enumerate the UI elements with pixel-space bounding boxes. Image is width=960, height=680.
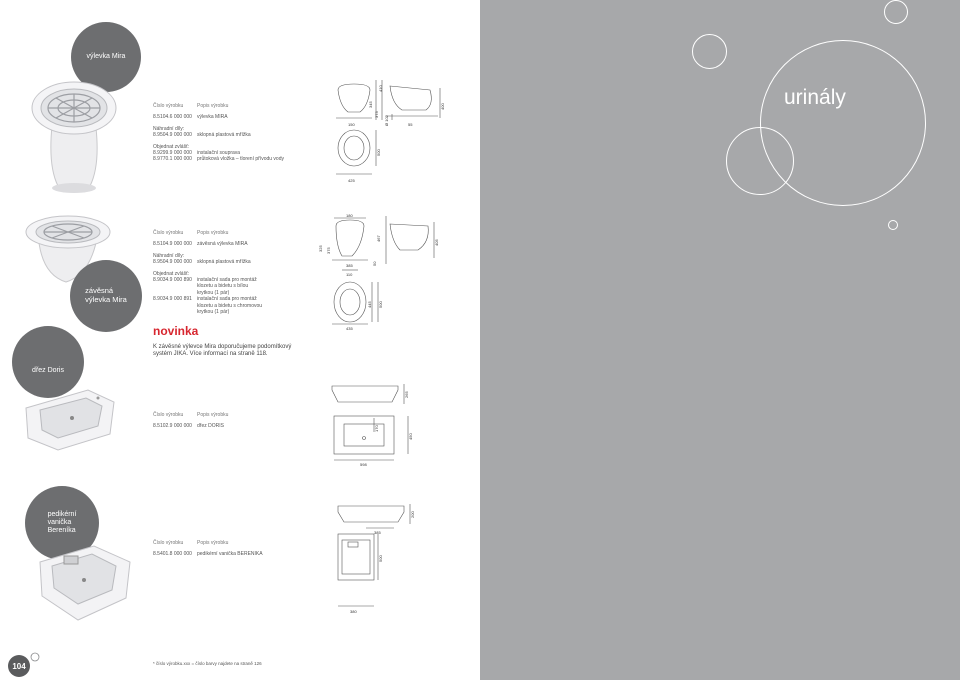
dim-label: 345 [368, 101, 373, 108]
table-row: 8.5102.9 000 000 dřez DORIS [153, 423, 224, 430]
dim-label: 445 [367, 301, 372, 308]
table-row: 8.5104.9 000 000 závěsná výlevka MIRA [153, 241, 248, 248]
section-badge-doris: dřez Doris [12, 326, 84, 398]
berenika-product-table: Číslo výrobku Popis výrobku 8.5401.8 000 000 pedikérní vanička BERENIKA [153, 540, 263, 558]
table-row: 8.9504.9 000 000 sklopná plastová mřížka [153, 132, 251, 139]
table-row: 8.5104.6 000 000 výlevka MIRA [153, 114, 228, 121]
section-badge-mira-hanging: závěsná výlevka Mira [70, 260, 142, 332]
table-row: 8.9299.9 000 000 instalační souprava [153, 150, 241, 157]
mira-hanging-product-table: Číslo výrobku Popis výrobku 8.5104.9 000 000 závěsná výlevka MIRA Náhradní díly: 8.9504.9 000 000 sklopná plastová mřížka Objednat zvlášť: 8.9034.9 000 890 instalační sada pro montáž klozetu a bidetu s bílou krytkou (1 pár) 8.9034.9 000 891 instalační sada pro montáž klozetu a bidetu s chromovou krytkou (1 pár) [153, 230, 263, 316]
dim-label: 500 [378, 555, 383, 562]
mira-product-table: Číslo výrobku Popis výrobku 8.5104.6 000 000 výlevka MIRA Náhradní díly: 8.9504.9 000 000 sklopná plastová mřížka Objednat zvlášť: 8.9299.9 000 000 instalační souprava 8.9770.1 000 000 průtoková vložka – tlorení přívodu vody [153, 103, 284, 163]
dim-label: 180 [346, 213, 353, 218]
decorative-ring [884, 0, 908, 24]
dim-label: 425 [348, 178, 355, 183]
dim-label: 500 [378, 301, 383, 308]
berenika-drawing [330, 500, 430, 620]
dim-label: 598 [360, 462, 367, 466]
dim-label: 375 [326, 247, 331, 254]
dim-label: 373 [374, 111, 379, 118]
footnote: * číslo výrobku.xxx = číslo barvy najdete na straně 126 [153, 661, 262, 666]
section-badge-berenika: pedikérní vanička Bereníka [25, 486, 99, 560]
doris-drawing [322, 380, 432, 466]
doris-product-table: Číslo výrobku Popis výrobku 8.5102.9 000 000 dřez DORIS [153, 412, 229, 430]
dim-label: 265 [404, 391, 409, 398]
decorative-ring [692, 34, 727, 69]
dim-label: 385 [374, 530, 381, 535]
decorative-ring [726, 127, 794, 195]
mira-photo [20, 66, 120, 201]
mira-drawing [330, 80, 450, 190]
table-row: 8.9034.9 000 891 instalační sada pro montáž [153, 296, 257, 303]
right-page [480, 0, 960, 680]
dim-label: 450 [408, 433, 413, 440]
decorative-ring [888, 220, 898, 230]
dim-label: 150 [348, 122, 355, 127]
dim-label: 380 [350, 609, 357, 614]
table-row: 8.9770.1 000 000 průtoková vložka – tlorení přívodu vody [153, 156, 284, 163]
berenika-photo [34, 540, 134, 631]
dim-label: 435 [346, 326, 353, 330]
dim-label: 410 [378, 85, 383, 92]
dim-label: 405 [434, 239, 439, 246]
dim-label: 500 [376, 149, 381, 156]
section-badge-mira: výlevka Mira [71, 22, 141, 92]
dim-label: 325 [318, 245, 323, 252]
dim-label: 110 [346, 272, 353, 277]
right-page-title: urinály [784, 86, 846, 109]
dim-label: 170 [374, 425, 379, 432]
dim-label: 55 [408, 122, 413, 127]
dim-label: 400 [440, 103, 445, 110]
dim-label: 50 [372, 261, 377, 266]
dim-label: Ø 102 [384, 115, 389, 126]
table-row: 8.5401.8 000 000 pedikérní vanička BERENIKA [153, 551, 263, 558]
table-row: 8.9504.9 000 000 sklopná plastová mřížka [153, 259, 251, 266]
doris-photo [18, 384, 118, 459]
installation-note: K závěsné výlevce Mira doporučujeme podomítkový systém JIKA. Více informací na straně 118. [153, 344, 292, 357]
dim-label: 467 [376, 235, 381, 242]
new-product-label: novinka [153, 324, 199, 338]
dim-label: 385 [346, 263, 353, 268]
mira-hanging-drawing [314, 212, 440, 330]
page-number: 104 [8, 655, 30, 677]
table-row: 8.9034.9 000 890 instalační sada pro montáž [153, 277, 257, 284]
dim-label: 200 [410, 511, 415, 518]
small-ring-icon [30, 652, 40, 662]
